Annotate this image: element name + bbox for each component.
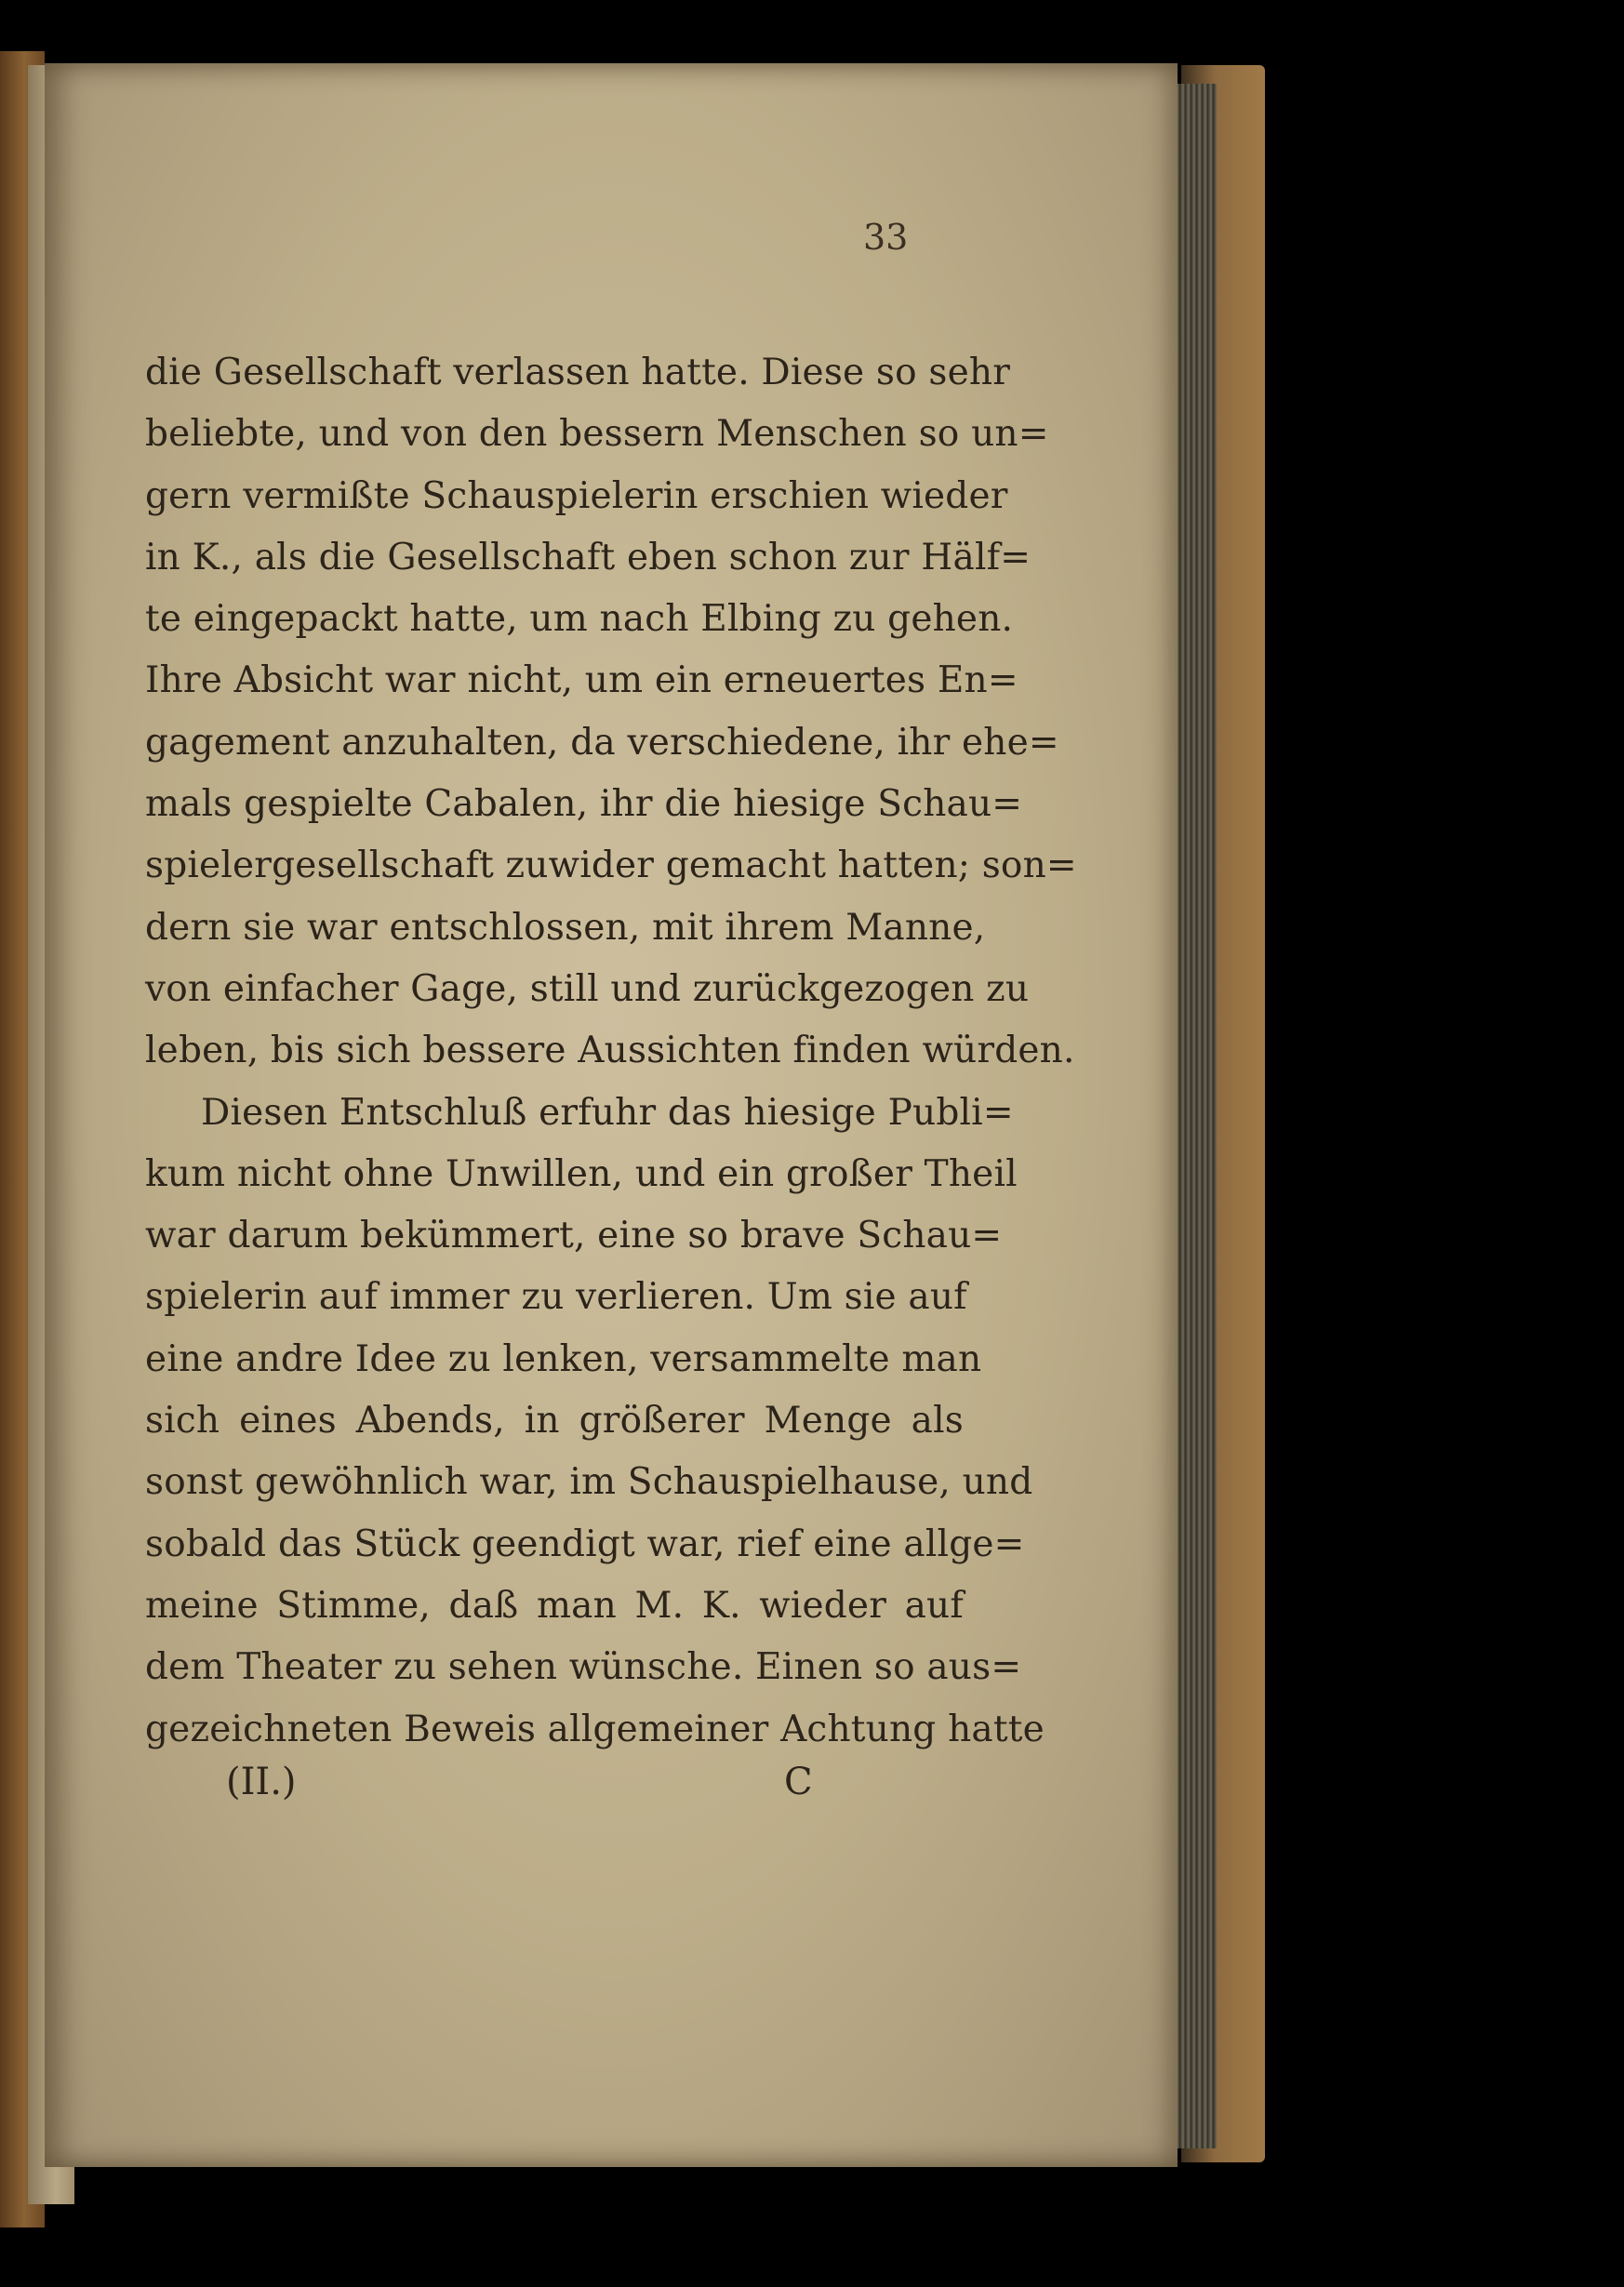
text-line: sonst gewöhnlich war, im Schauspielhause, und	[145, 1461, 1033, 1504]
text-line: von einfacher Gage, still und zurückgezogen zu	[145, 967, 1030, 1010]
text-line: gagement anzuhalten, da verschiedene, ihr ehe=	[145, 721, 1059, 764]
text-line: die Gesellschaft verlassen hatte. Diese so sehr	[145, 352, 1011, 393]
text-line: in K., als die Gesellschaft eben schon zur Hälf=	[145, 536, 1032, 578]
page-number: 33	[863, 217, 909, 258]
text-line: mals gespielte Cabalen, ihr die hiesige Schau=	[145, 783, 1023, 826]
text-line: eine andre Idee zu lenken, versammelte man	[145, 1337, 982, 1380]
text-line: sobald das Stück geendigt war, rief eine allge=	[145, 1522, 1025, 1565]
text-line: gezeichneten Beweis allgemeiner Achtung hatte	[145, 1708, 1045, 1750]
catchword: C	[784, 1761, 813, 1803]
text-line: kum nicht ohne Unwillen, und ein großer Theil	[145, 1152, 1018, 1195]
book-page	[45, 63, 1178, 2167]
page-edges	[1174, 84, 1217, 2148]
text-line: Diesen Entschluß erfuhr das hiesige Publi=	[201, 1091, 1014, 1134]
text-line: dern sie war entschlossen, mit ihrem Manne,	[145, 906, 986, 949]
text-line: spielergesellschaft zuwider gemacht hatten; son=	[145, 844, 1077, 887]
text-line: beliebte, und von den bessern Menschen so un=	[145, 413, 1049, 456]
signature-mark: (II.)	[226, 1761, 297, 1803]
text-block	[145, 342, 1077, 1761]
text-line: spielerin auf immer zu verlieren. Um sie auf	[145, 1276, 967, 1319]
text-line: leben, bis sich bessere Aussichten finden würden.	[145, 1030, 1075, 1072]
text-line: sich eines Abends, in größerer Menge als	[145, 1400, 964, 1443]
text-line: meine Stimme, daß man M. K. wieder auf	[145, 1584, 964, 1627]
text-line: dem Theater zu sehen wünsche. Einen so aus=	[145, 1646, 1022, 1689]
text-line: Ihre Absicht war nicht, um ein erneuertes En=	[145, 659, 1018, 702]
text-line: te eingepackt hatte, um nach Elbing zu gehen.	[145, 598, 1014, 641]
text-line: war darum bekümmert, eine so brave Schau=	[145, 1215, 1003, 1257]
text-line: gern vermißte Schauspielerin erschien wieder	[145, 474, 1008, 517]
